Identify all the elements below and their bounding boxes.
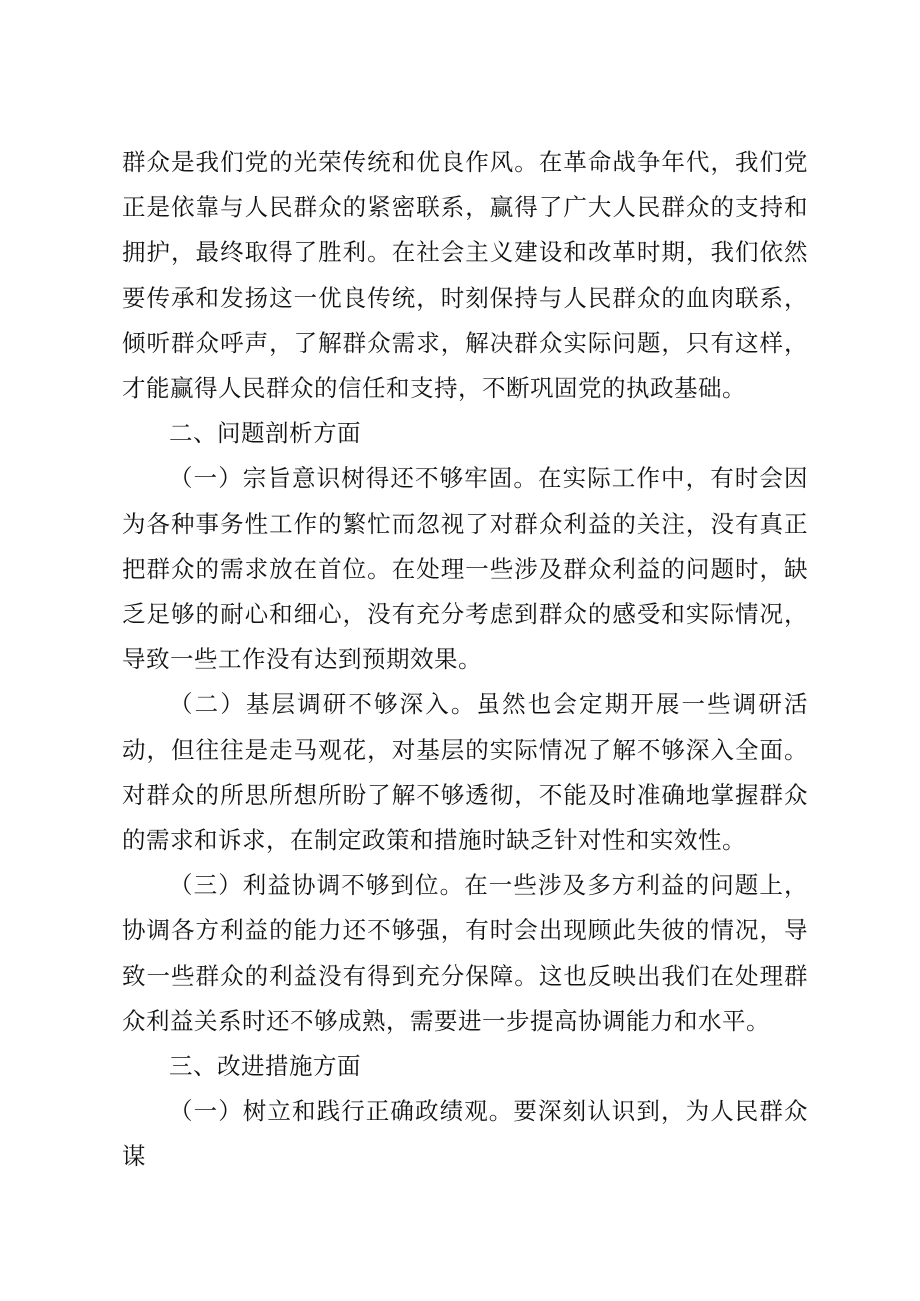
paragraph-mass-line-tradition: 群众是我们党的光荣传统和优良作风。在革命战争年代，我们党正是依靠与人民群众的紧密联系，赢得了广大人民群众的支持和拥护，最终取得了胜利。在社会主义建设和改革时期，我们依然要传承和发扬这一优良传统，时刻保持与人民群众的血肉联系，倾听群众呼声，了解群众需求，解决群众实际问题，只有这样，才能赢得人民群众的信任和支持，不断巩固党的执政基础。 (122, 148, 808, 403)
section-heading-problem-analysis: 二、问题剖析方面 (169, 419, 361, 448)
paragraph-interest-coordination: （三）利益协调不够到位。在一些涉及多方利益的问题上，协调各方利益的能力还不够强，有时会出现顾此失彼的情况，导致一些群众的利益没有得到充分保障。这也反映出我们在处理群众利益关系时还不够成熟，需要进一步提高协调能力和水平。 (122, 871, 808, 1035)
paragraph-purpose-awareness: （一）宗旨意识树得还不够牢固。在实际工作中，有时会因为各种事务性工作的繁忙而忽视了对群众利益的关注，没有真正把群众的需求放在首位。在处理一些涉及群众利益的问题时，缺乏足够的耐心和细心，没有充分考虑到群众的感受和实际情况，导致一些工作没有达到预期效果。 (122, 464, 808, 674)
paragraph-performance-view: （一）树立和践行正确政绩观。要深刻认识到，为人民群众谋 (122, 1097, 808, 1171)
paragraph-grassroots-research: （二）基层调研不够深入。虽然也会定期开展一些调研活动，但往往是走马观花，对基层的实际情况了解不够深入全面。对群众的所思所想所盼了解不够透彻，不能及时准确地掌握群众的需求和诉求，在制定政策和措施时缺乏针对性和实效性。 (122, 690, 808, 855)
document-page (122, 140, 808, 1180)
section-heading-improvement-measures: 三、改进措施方面 (169, 1052, 361, 1081)
